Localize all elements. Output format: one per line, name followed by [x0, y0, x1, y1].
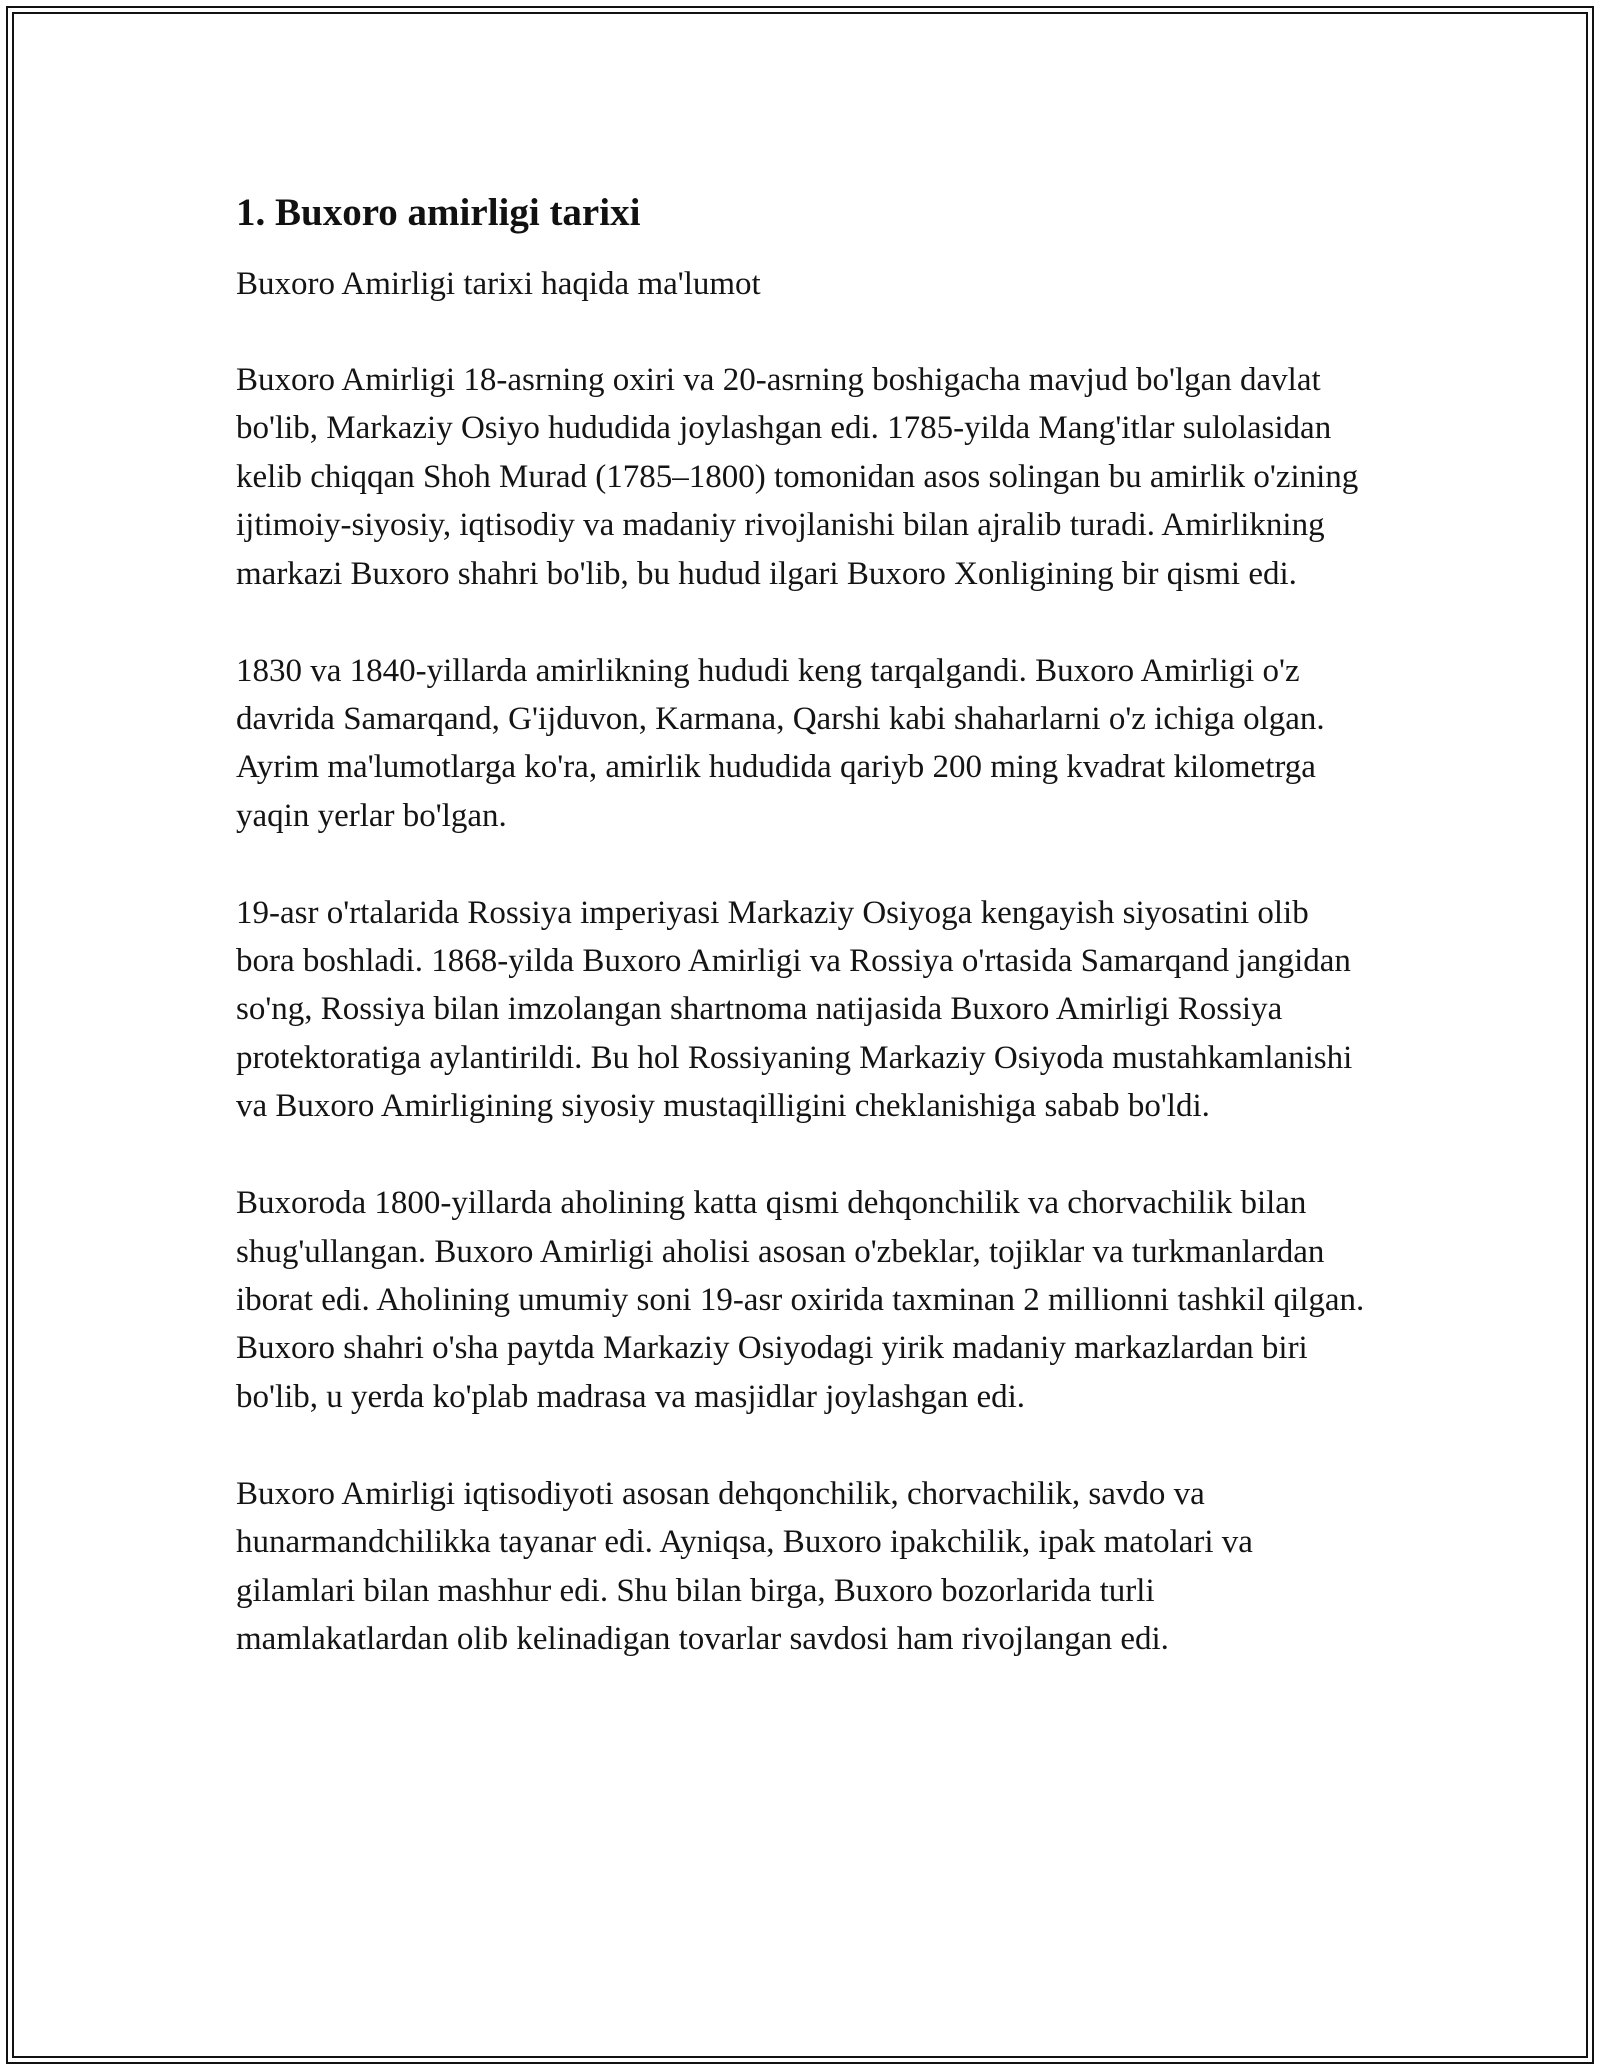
section-heading: 1. Buxoro amirligi tarixi: [236, 191, 641, 234]
paragraph-founding: Buxoro Amirligi 18-asrning oxiri va 20-asrning boshigacha mavjud bo'lgan davlat bo'lib, Markaziy Osiyo hududida joylashgan edi. 1785-yilda Mang'itlar sulolasidan kelib chiqqan Shoh Murad (1785–1800) tomonidan asos solingan bu amirlik o'zining ijtimoiy-siyosiy, iqtisodiy va madaniy rivojlanishi bilan ajralib turadi. Amirlikning markazi Buxoro shahri bo'lib, bu hudud ilgari Buxoro Xonligining bir qismi edi.: [236, 362, 1359, 592]
section-subtitle: Buxoro Amirligi tarixi haqida ma'lumot: [236, 266, 761, 302]
document-body: [236, 188, 1368, 1712]
paragraph-economy: Buxoro Amirligi iqtisodiyoti asosan dehqonchilik, chorvachilik, savdo va hunarmandchilikka tayanar edi. Ayniqsa, Buxoro ipakchilik, ipak matolari va gilamlari bilan mashhur edi. Shu bilan birga, Buxoro bozorlarida turli mamlakatlardan olib kelinadigan tovarlar savdosi ham rivojlangan edi.: [236, 1475, 1253, 1657]
paragraph-territory: 1830 va 1840-yillarda amirlikning hududi keng tarqalgandi. Buxoro Amirligi o'z davrida Samarqand, G'ijduvon, Karmana, Qarshi kabi shaharlarni o'z ichiga olgan. Ayrim ma'lumotlarga ko'ra, amirlik hududida qariyb 200 ming kvadrat kilometrga yaqin yerlar bo'lgan.: [236, 652, 1325, 834]
paragraph-population: Buxoroda 1800-yillarda aholining katta qismi dehqonchilik va chorvachilik bilan shug'ullangan. Buxoro Amirligi aholisi asosan o'zbeklar, tojiklar va turkmanlardan iborat edi. Aholining umumiy soni 19-asr oxirida taxminan 2 millionni tashkil qilgan. Buxoro shahri o'sha paytda Markaziy Osiyodagi yirik madaniy markazlardan biri bo'lib, u yerda ko'plab madrasa va masjidlar joylashgan edi.: [236, 1185, 1365, 1415]
paragraph-russian-protectorate: 19-asr o'rtalarida Rossiya imperiyasi Markaziy Osiyoga kengayish siyosatini olib bora boshladi. 1868-yilda Buxoro Amirligi va Rossiya o'rtasida Samarqand jangidan so'ng, Rossiya bilan imzolangan shartnoma natijasida Buxoro Amirligi Rossiya protektoratiga aylantirildi. Bu hol Rossiyaning Markaziy Osiyoda mustahkamlanishi va Buxoro Amirligining siyosiy mustaqilligini cheklanishiga sabab bo'ldi.: [236, 894, 1353, 1125]
